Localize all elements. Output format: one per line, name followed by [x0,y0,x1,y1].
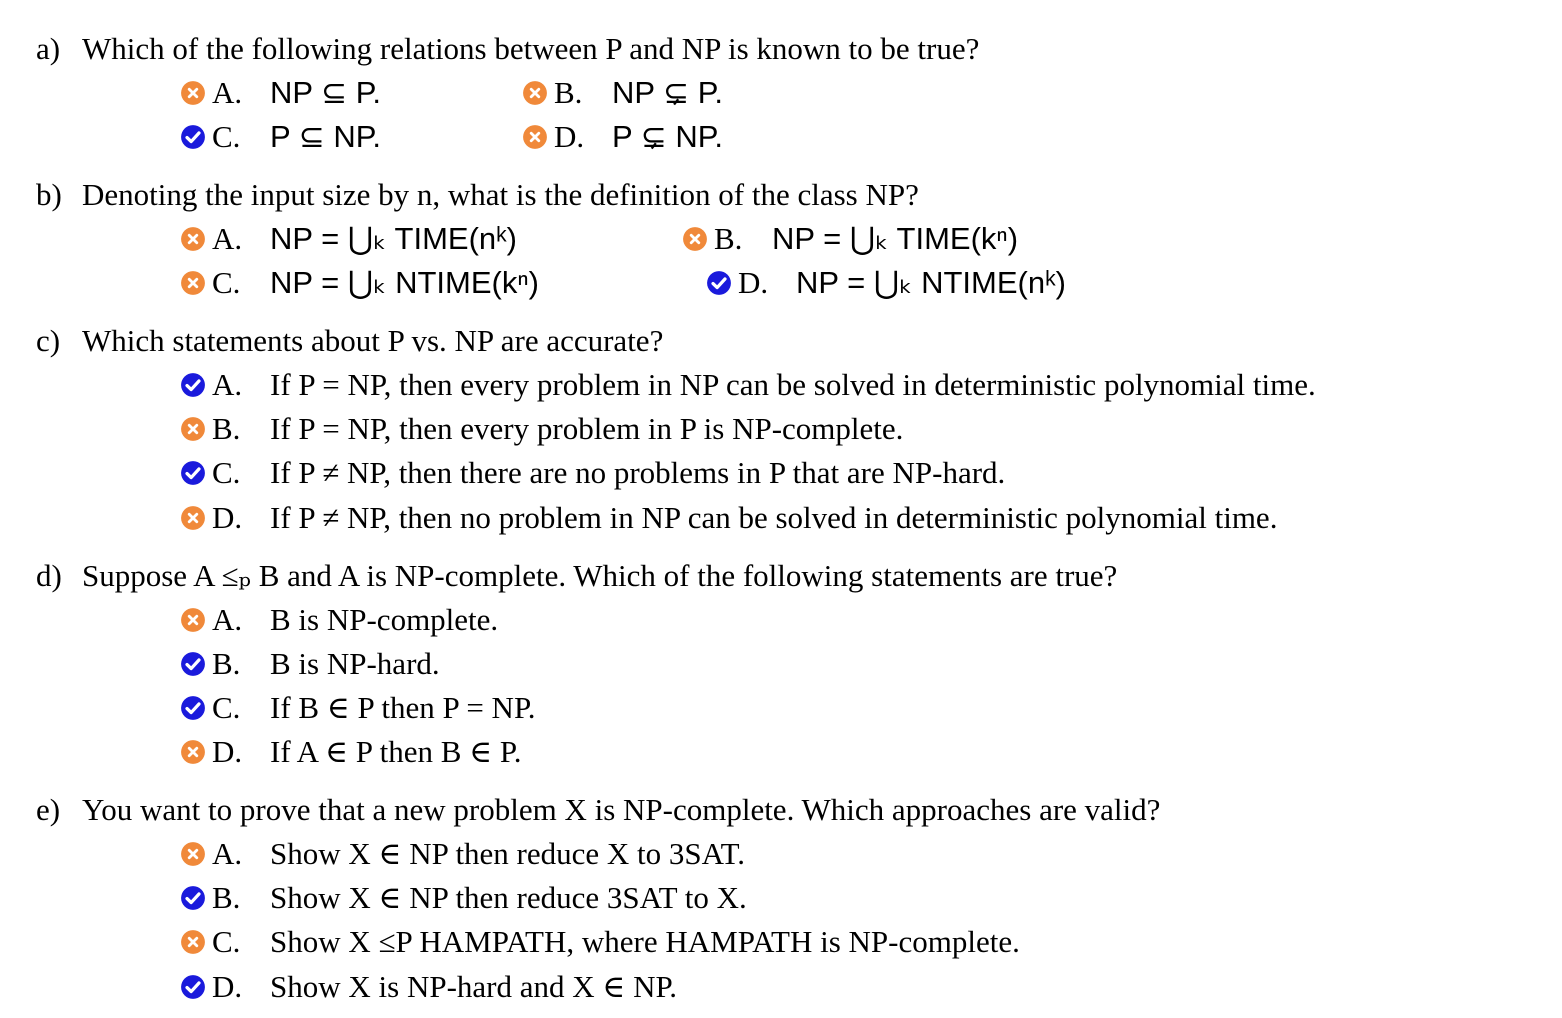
question-text: Suppose A ≤ₚ B and A is NP-complete. Which of the following statements are true? [82,558,1118,593]
option-letter: B. [212,411,241,446]
question-d [36,560,1117,591]
option-b-C[interactable] [180,267,539,298]
option-letter: B. [714,221,743,256]
option-letter: C. [212,119,241,154]
check-circle-icon [180,372,206,398]
x-circle-icon [682,226,708,252]
option-e-B[interactable] [180,882,747,913]
option-text: NP = ⋃ₖ NTIME(kⁿ) [270,265,539,300]
option-d-B[interactable] [180,648,440,679]
option-text: P ⊆ NP. [270,119,381,154]
x-circle-icon [522,80,548,106]
option-letter: B. [212,646,241,681]
option-letter: A. [212,602,243,637]
option-b-D[interactable] [706,267,1066,298]
option-e-D[interactable] [180,971,677,1002]
option-e-C[interactable] [180,926,1020,957]
question-text: You want to prove that a new problem X is NP-complete. Which approaches are valid? [82,792,1161,827]
option-a-D[interactable] [522,121,723,152]
question-label: c) [36,323,61,358]
question-a [36,33,979,64]
check-circle-icon [706,270,732,296]
option-letter: D. [554,119,585,154]
option-letter: C. [212,690,241,725]
option-text: If P = NP, then every problem in NP can be solved in deterministic polynomial time. [270,367,1316,402]
option-text: If P ≠ NP, then there are no problems in P that are NP-hard. [270,455,1006,490]
option-a-A[interactable] [180,77,381,108]
option-a-C[interactable] [180,121,381,152]
option-letter: A. [212,836,243,871]
x-circle-icon [180,270,206,296]
option-c-B[interactable] [180,413,903,444]
option-text: If P = NP, then every problem in P is NP-complete. [270,411,904,446]
option-b-B[interactable] [682,223,1018,254]
option-text: NP = ⋃ₖ TIME(kⁿ) [772,221,1019,256]
option-letter: D. [212,969,243,1004]
x-circle-icon [180,416,206,442]
question-c [36,325,663,356]
x-circle-icon [180,226,206,252]
option-text: If A ∈ P then B ∈ P. [270,734,522,769]
x-circle-icon [180,841,206,867]
question-text: Denoting the input size by n, what is the definition of the class NP? [82,177,919,212]
option-b-A[interactable] [180,223,517,254]
option-letter: D. [212,734,243,769]
check-circle-icon [180,651,206,677]
check-circle-icon [180,124,206,150]
check-circle-icon [180,974,206,1000]
option-letter: A. [212,75,243,110]
option-text: Show X ≤P HAMPATH, where HAMPATH is NP-complete. [270,924,1020,959]
option-letter: A. [212,221,243,256]
question-e [36,794,1160,825]
option-text: Show X ∈ NP then reduce X to 3SAT. [270,836,745,871]
option-text: B is NP-complete. [270,602,499,637]
option-c-C[interactable] [180,457,1005,488]
option-text: NP = ⋃ₖ TIME(nᵏ) [270,221,517,256]
option-text: Show X is NP-hard and X ∈ NP. [270,969,678,1004]
option-letter: C. [212,924,241,959]
x-circle-icon [180,929,206,955]
question-label: e) [36,792,61,827]
x-circle-icon [180,80,206,106]
option-letter: B. [554,75,583,110]
option-text: NP = ⋃ₖ NTIME(nᵏ) [796,265,1066,300]
question-text: Which statements about P vs. NP are accurate? [82,323,664,358]
option-c-D[interactable] [180,502,1277,533]
option-e-A[interactable] [180,838,745,869]
option-letter: B. [212,880,241,915]
option-text: If B ∈ P then P = NP. [270,690,536,725]
question-b [36,179,919,210]
option-c-A[interactable] [180,369,1316,400]
option-letter: A. [212,367,243,402]
option-letter: C. [212,455,241,490]
check-circle-icon [180,695,206,721]
question-label: b) [36,177,62,212]
option-d-A[interactable] [180,604,498,635]
option-text: Show X ∈ NP then reduce 3SAT to X. [270,880,747,915]
option-a-B[interactable] [522,77,723,108]
option-text: NP ⊆ P. [270,75,381,110]
x-circle-icon [180,739,206,765]
option-letter: D. [738,265,769,300]
x-circle-icon [522,124,548,150]
option-text: NP ⊊ P. [612,75,723,110]
option-text: If P ≠ NP, then no problem in NP can be solved in deterministic polynomial time. [270,500,1278,535]
option-d-C[interactable] [180,692,536,723]
question-label: a) [36,31,61,66]
check-circle-icon [180,885,206,911]
option-text: B is NP-hard. [270,646,440,681]
check-circle-icon [180,460,206,486]
x-circle-icon [180,607,206,633]
option-d-D[interactable] [180,736,521,767]
option-letter: D. [212,500,243,535]
option-text: P ⊊ NP. [612,119,723,154]
question-text: Which of the following relations between P and NP is known to be true? [82,31,980,66]
question-label: d) [36,558,62,593]
x-circle-icon [180,505,206,531]
option-letter: C. [212,265,241,300]
